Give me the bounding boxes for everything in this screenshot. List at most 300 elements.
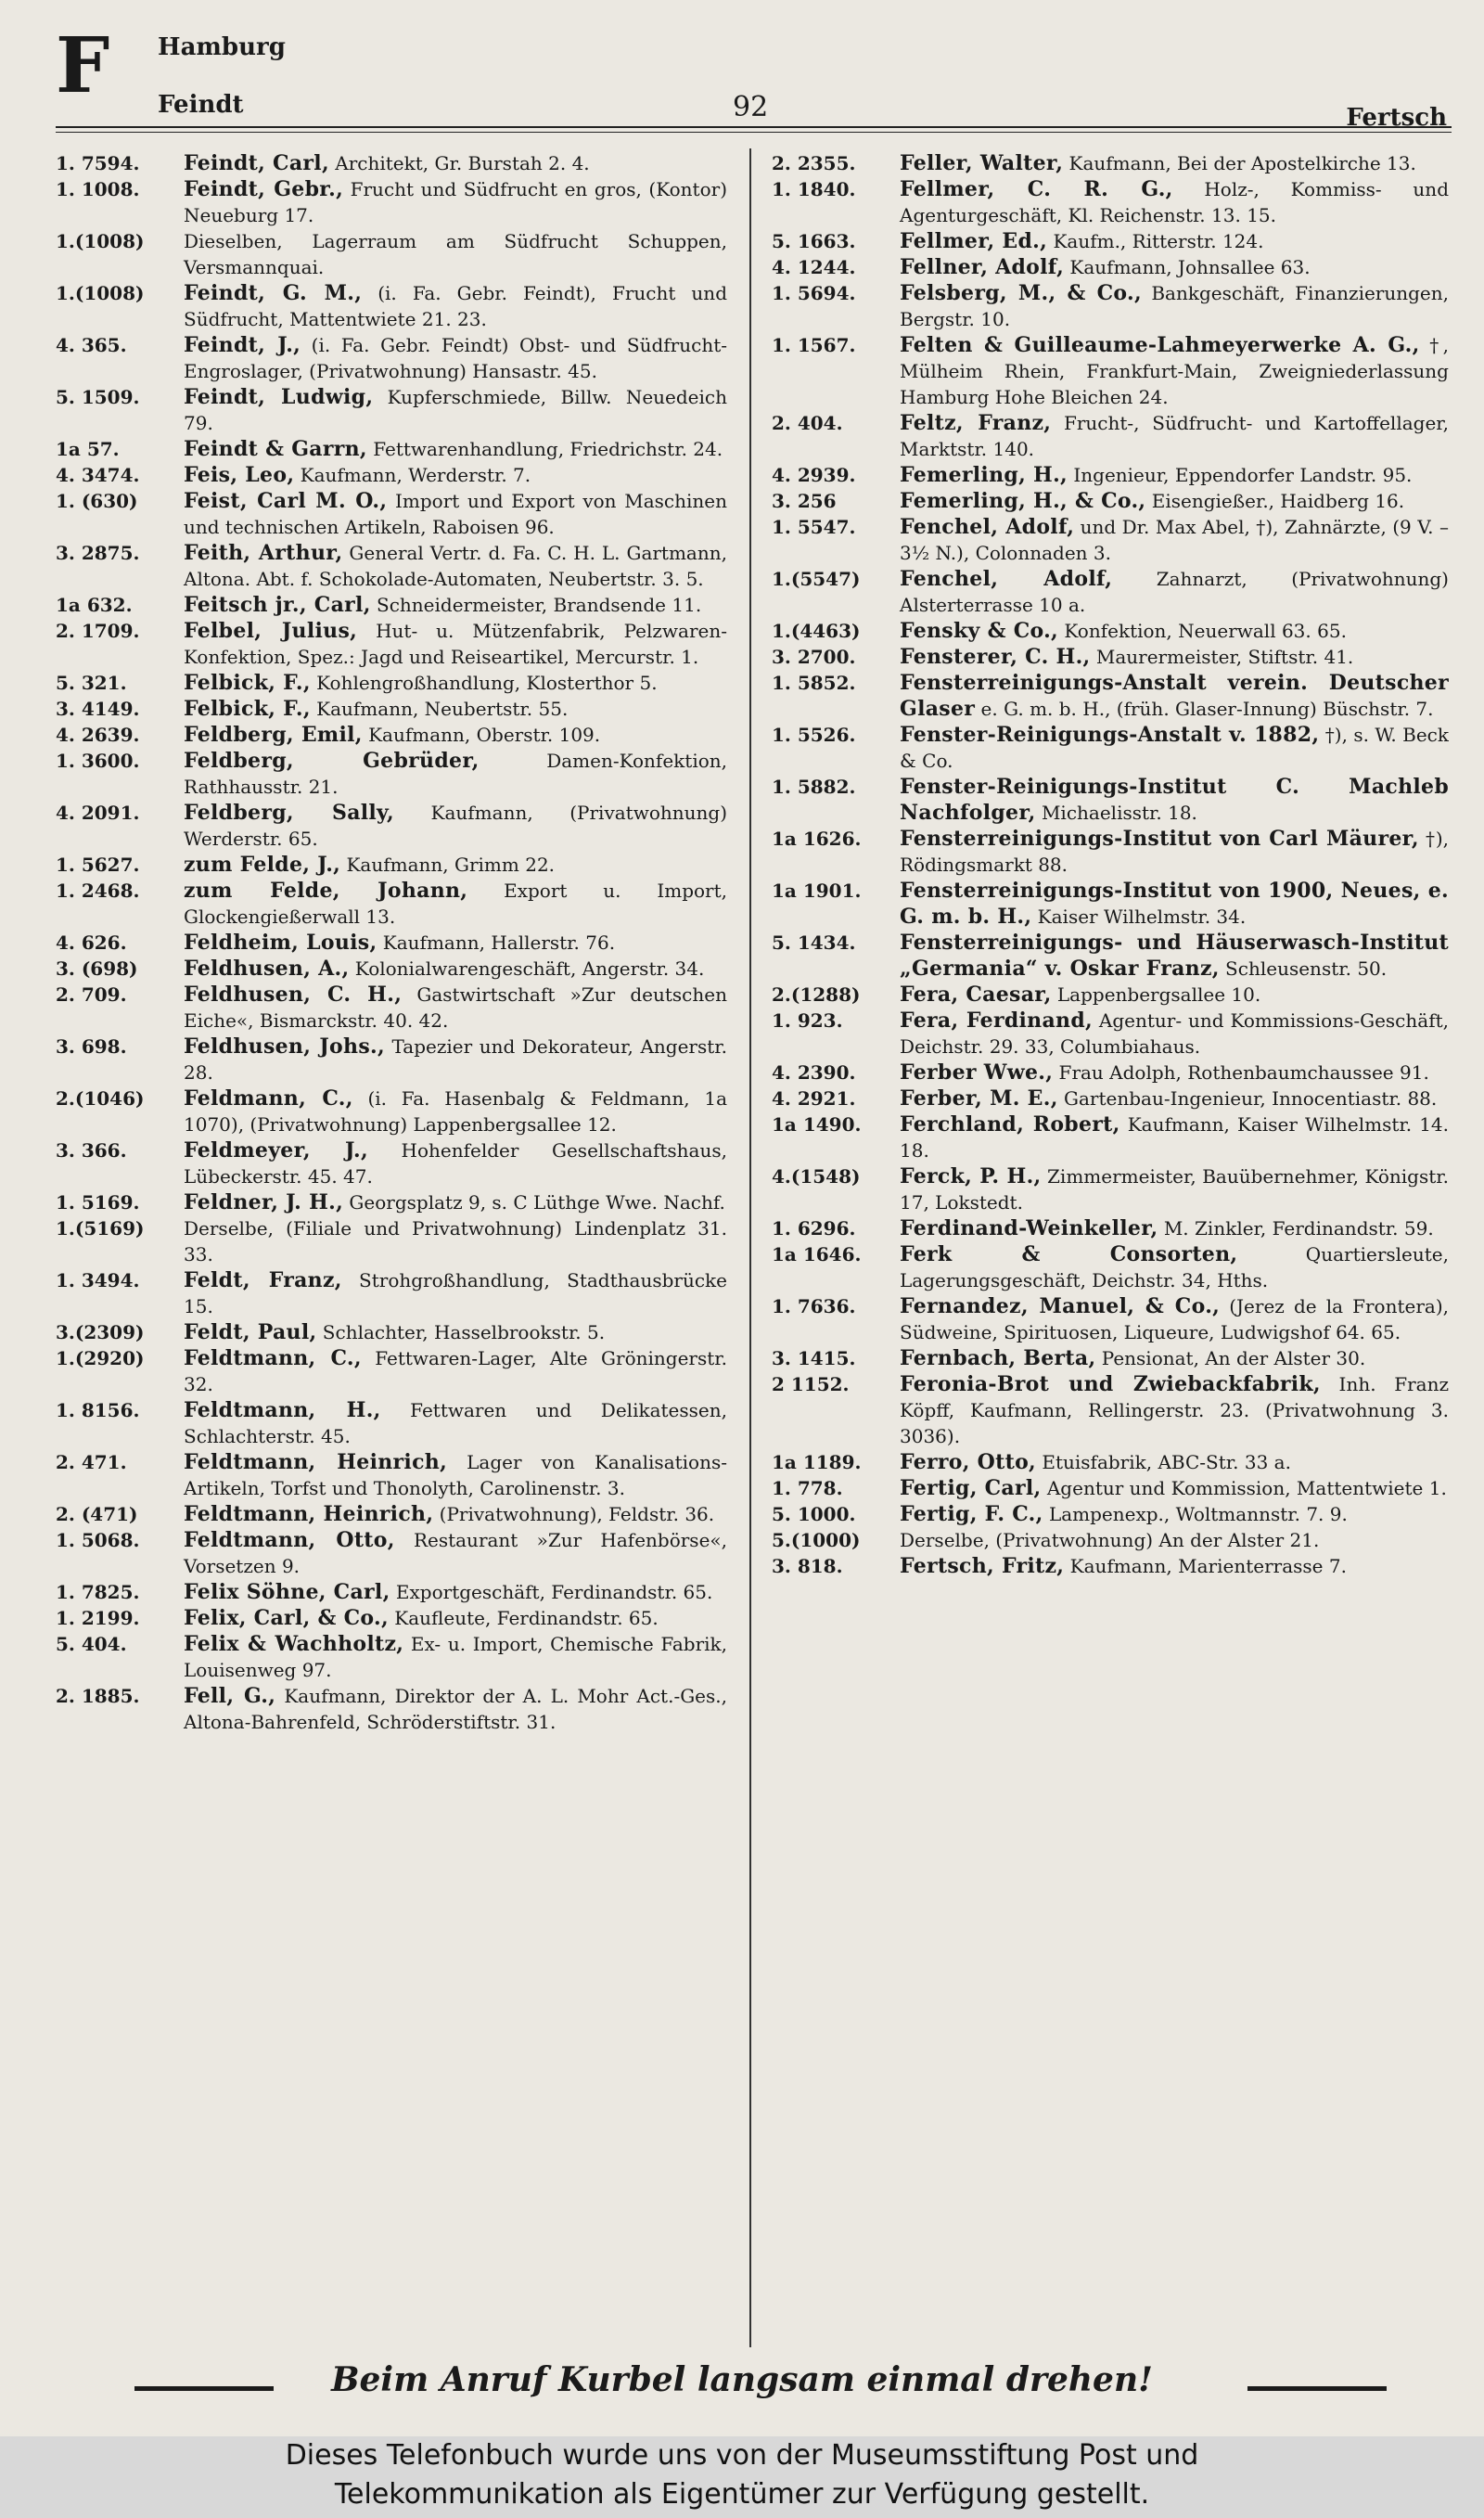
entry-name: Fertig, F. C.,: [900, 1502, 1043, 1526]
directory-entry: [56, 670, 727, 696]
entry-text: [184, 800, 727, 852]
directory-entry: [772, 1086, 1449, 1111]
phone-number: 1. 5852.: [772, 672, 856, 694]
entry-name: Ferro, Otto,: [900, 1450, 1037, 1474]
entry-text: [184, 1527, 727, 1579]
directory-entry: [56, 1579, 727, 1605]
entry-name: Fensterer, C. H.,: [900, 645, 1091, 669]
entry-name: Feldmeyer, J.,: [184, 1138, 368, 1163]
entry-text: [184, 176, 727, 228]
entry-name: Feller, Walter,: [900, 151, 1064, 175]
page-number: 92: [733, 91, 769, 123]
entry-name: Fernandez, Manuel, & Co.,: [900, 1294, 1221, 1318]
phone-number: 1. 7825.: [56, 1581, 140, 1603]
entry-details: Kaufmann, Oberstr. 109.: [362, 724, 601, 746]
entry-details: †), s. W. Beck & Co.: [900, 724, 1449, 772]
entry-name: Feldberg, Sally,: [184, 801, 394, 825]
phone-number: 3. 2700.: [772, 646, 856, 668]
right-column: [772, 150, 1449, 2340]
entry-text: [184, 670, 727, 696]
phone-number: 4. 2639.: [56, 724, 140, 746]
entry-details: Ex- u. Import, Chemische Fabrik, Louisenweg 97.: [184, 1633, 727, 1681]
entry-details: Schlachter, Hasselbrookstr. 5.: [316, 1321, 606, 1343]
entry-text: [184, 852, 727, 878]
phone-number: 1. 5068.: [56, 1529, 140, 1551]
entry-text: [900, 1449, 1449, 1475]
phone-number: 5.(1000): [772, 1529, 861, 1551]
entry-details: e. G. m. b. H., (früh. Glaser-Innung) Büschstr. 7.: [975, 698, 1434, 720]
entry-name: Feindt, Ludwig,: [184, 385, 374, 409]
entry-text: [900, 1163, 1449, 1215]
entry-details: Kaufm., Ritterstr. 124.: [1047, 230, 1264, 252]
entry-details: Fettwaren und Delikatessen, Schlachterstr. 45.: [184, 1399, 727, 1447]
directory-entry: [56, 878, 727, 930]
directory-entry: [772, 332, 1449, 410]
phone-number: 5. 1434.: [772, 931, 856, 954]
footer-line-2: Telekommunikation als Eigentümer zur Verfügung gestellt.: [334, 2478, 1150, 2511]
phone-number: 1. 5882.: [772, 776, 856, 798]
entry-details: Hohenfelder Gesellschaftshaus, Lübeckerstr. 45. 47.: [184, 1139, 727, 1188]
directory-entry: [56, 228, 727, 280]
entry-details: Kaufmann, Marienterrasse 7.: [1064, 1555, 1347, 1577]
directory-entry: [772, 488, 1449, 514]
directory-entry: [56, 176, 727, 228]
entry-name: Fensterreinigungs-Institut von Carl Mäurer,: [900, 827, 1419, 851]
directory-entry: [772, 826, 1449, 878]
entry-text: [900, 462, 1449, 488]
entry-text: [184, 436, 727, 462]
entry-text: [184, 696, 727, 722]
directory-entry: [56, 1189, 727, 1215]
directory-entry: [56, 1345, 727, 1397]
entry-name: Feltz, Franz,: [900, 411, 1052, 435]
entry-text: [184, 878, 727, 930]
phone-number: 2. 404.: [772, 412, 843, 434]
entry-name: Fensterreinigungs- und Häuserwasch-Institut „Germania“ v. Oskar Franz,: [900, 931, 1449, 981]
entry-details: Eisengießer., Haidberg 16.: [1145, 490, 1405, 512]
directory-entry: [772, 228, 1449, 254]
entry-name: Fernbach, Berta,: [900, 1346, 1096, 1370]
entry-name: Felix, Carl, & Co.,: [184, 1606, 389, 1630]
entry-details: M. Zinkler, Ferdinandstr. 59.: [1158, 1217, 1434, 1240]
phone-number: 5. 404.: [56, 1633, 127, 1655]
phone-number: 2. 1709.: [56, 620, 140, 642]
entry-details: Derselbe, (Privatwohnung) An der Alster 21.: [900, 1529, 1320, 1551]
entry-name: Felsberg, M., & Co.,: [900, 281, 1142, 305]
entry-name: Feldner, J. H.,: [184, 1190, 344, 1214]
notice-rule-right: [1247, 2386, 1387, 2391]
entry-text: [900, 1008, 1449, 1060]
entry-text: [900, 618, 1449, 644]
entry-text: [184, 462, 727, 488]
phone-number: 4. 2091.: [56, 802, 140, 824]
entry-details: Bankgeschäft, Finanzierungen, Bergstr. 10.: [900, 282, 1449, 330]
directory-entry: [772, 150, 1449, 176]
entry-text: [900, 774, 1449, 826]
directory-entry: [772, 1501, 1449, 1527]
entry-text: [184, 1267, 727, 1319]
entry-name: Fera, Ferdinand,: [900, 1008, 1093, 1033]
entry-details: Kaufmann, Johnsallee 63.: [1064, 256, 1311, 278]
entry-name: Feldhusen, Johs.,: [184, 1034, 385, 1059]
header-rule-thin: [56, 132, 1452, 133]
directory-entry: [772, 1553, 1449, 1579]
directory-entry: [772, 1345, 1449, 1371]
entry-name: Fensky & Co.,: [900, 619, 1059, 643]
entry-details: Architekt, Gr. Burstah 2. 4.: [328, 152, 590, 174]
entry-details: Maurermeister, Stiftstr. 41.: [1090, 646, 1354, 668]
entry-name: Feldtmann, Heinrich,: [184, 1502, 434, 1526]
entry-name: Felten & Guilleaume-Lahmeyerwerke A. G.,: [900, 333, 1420, 357]
directory-entry: [772, 1449, 1449, 1475]
entry-name: Feldmann, C.,: [184, 1086, 353, 1111]
entry-name: Feldtmann, Heinrich,: [184, 1450, 448, 1474]
directory-entry: [56, 1683, 727, 1735]
entry-details: Import und Export von Maschinen und technischen Artikeln, Raboisen 96.: [184, 490, 727, 538]
directory-entry: [56, 1397, 727, 1449]
directory-entry: [772, 1111, 1449, 1163]
entry-name: Fenchel, Adolf,: [900, 515, 1075, 539]
right-catchword: Fertsch: [1346, 104, 1447, 132]
entry-details: Konfektion, Neuerwall 63. 65.: [1058, 620, 1347, 642]
entry-name: Felbick, F.,: [184, 697, 311, 721]
phone-number: 1a 1646.: [772, 1243, 862, 1265]
phone-number: 1.(5547): [772, 568, 861, 590]
entry-name: Feldhusen, C. H.,: [184, 983, 403, 1007]
entry-text: [184, 280, 727, 332]
directory-entry: [56, 852, 727, 878]
entry-text: [184, 1345, 727, 1397]
entry-details: Zahnarzt, (Privatwohnung) Alsterterrasse 10 a.: [900, 568, 1449, 616]
entry-details: Kupferschmiede, Billw. Neuedeich 79.: [184, 386, 727, 434]
phone-number: 5. 1663.: [772, 230, 856, 252]
entry-details: Lampenexp., Woltmannstr. 7. 9.: [1043, 1503, 1348, 1525]
directory-entry: [56, 800, 727, 852]
directory-entry: [56, 150, 727, 176]
entry-details: Frau Adolph, Rothenbaumchaussee 91.: [1053, 1061, 1429, 1084]
entry-text: [184, 1397, 727, 1449]
entry-text: [900, 1215, 1449, 1241]
directory-entry: [56, 1527, 727, 1579]
entry-text: [900, 1475, 1449, 1501]
phone-number: 3. (698): [56, 957, 138, 980]
entry-details: Lappenbergsallee 10.: [1051, 983, 1261, 1006]
directory-entry: [772, 1060, 1449, 1086]
directory-entry: [772, 1475, 1449, 1501]
phone-number: 5. 1509.: [56, 386, 140, 408]
entry-text: [184, 618, 727, 670]
entry-name: Feindt & Garrn,: [184, 437, 367, 461]
entry-details: Dieselben, Lagerraum am Südfrucht Schuppen, Versmannquai.: [184, 230, 727, 278]
phone-number: 4.(1548): [772, 1165, 861, 1188]
entry-text: [184, 748, 727, 800]
entry-name: Feldtmann, C.,: [184, 1346, 362, 1370]
entry-text: [900, 566, 1449, 618]
directory-entry: [56, 1267, 727, 1319]
phone-number: 1. 1840.: [772, 178, 856, 200]
directory-entry: [56, 1319, 727, 1345]
directory-entry: [56, 618, 727, 670]
directory-entry: [772, 644, 1449, 670]
entry-name: Fertsch, Fritz,: [900, 1554, 1065, 1578]
entry-details: Hut- u. Mützenfabrik, Pelzwaren-Konfektion, Spez.: Jagd und Reiseartikel, Mercurstr. 1.: [184, 620, 727, 668]
phone-number: 2. 471.: [56, 1451, 127, 1473]
entry-text: [184, 930, 727, 956]
phone-number: 5. 321.: [56, 672, 127, 694]
phone-number: 4. 2390.: [772, 1061, 856, 1084]
phone-number: 2 1152.: [772, 1373, 850, 1395]
entry-name: Femerling, H.,: [900, 463, 1068, 487]
entry-details: Kaufmann, Direktor der A. L. Mohr Act.-Ges., Altona-Bahrenfeld, Schröderstiftstr. 31.: [184, 1685, 727, 1733]
phone-number: 3. 818.: [772, 1555, 843, 1577]
phone-number: 1. 2199.: [56, 1607, 140, 1629]
entry-details: General Vertr. d. Fa. C. H. L. Gartmann, Altona. Abt. f. Schokolade-Automaten, Neubertstr. 3. 5.: [184, 542, 727, 590]
phone-number: 1. 7594.: [56, 152, 140, 174]
directory-entry: [772, 618, 1449, 644]
directory-entry: [772, 566, 1449, 618]
entry-details: Pensionat, An der Alster 30.: [1095, 1347, 1366, 1369]
entry-name: Ferdinand-Weinkeller,: [900, 1216, 1158, 1240]
entry-text: [900, 1371, 1449, 1449]
entry-text: [900, 722, 1449, 774]
directory-entry: [56, 1034, 727, 1086]
phone-number: 2. 1885.: [56, 1685, 140, 1707]
phone-number: 4. 1244.: [772, 256, 856, 278]
entry-details: Michaelisstr. 18.: [1035, 802, 1197, 824]
entry-details: Fettwarenhandlung, Friedrichstr. 24.: [366, 438, 723, 460]
directory-entry: [772, 930, 1449, 982]
phone-number: 1. 7636.: [772, 1295, 856, 1317]
directory-entry: [56, 384, 727, 436]
left-catchword: Feindt: [158, 91, 244, 119]
entry-name: Fera, Caesar,: [900, 983, 1052, 1007]
archive-footer: [0, 2436, 1484, 2518]
entry-name: Feldtmann, H.,: [184, 1398, 381, 1422]
bottom-notice: Beim Anruf Kurbel langsam einmal drehen!: [331, 2360, 1153, 2399]
entry-text: [900, 176, 1449, 228]
phone-number: 1.(2920): [56, 1347, 145, 1369]
phone-number: 3. 1415.: [772, 1347, 856, 1369]
directory-entry: [56, 1086, 727, 1137]
phone-number: 1.(4463): [772, 620, 861, 642]
entry-name: Fensterreinigungs-Anstalt verein. Deutscher Glaser: [900, 671, 1449, 721]
phone-number: 3. 2875.: [56, 542, 140, 564]
entry-text: [900, 878, 1449, 930]
entry-details: Holz-, Kommiss- und Agenturgeschäft, Kl. Reichenstr. 13. 15.: [900, 178, 1449, 226]
phone-number: 1. 1008.: [56, 178, 140, 200]
phone-number: 1. 5169.: [56, 1191, 140, 1214]
directory-entry: [772, 774, 1449, 826]
entry-text: [900, 254, 1449, 280]
entry-name: Ferber, M. E.,: [900, 1086, 1058, 1111]
entry-name: Ferck, P. H.,: [900, 1164, 1042, 1188]
entry-name: zum Felde, Johann,: [184, 879, 468, 903]
directory-entry: [56, 748, 727, 800]
city-heading: Hamburg: [158, 33, 286, 61]
phone-number: 1. 3494.: [56, 1269, 140, 1291]
entry-text: [900, 670, 1449, 722]
entry-details: Kaufmann, (Privatwohnung) Werderstr. 65.: [184, 802, 727, 850]
entry-name: Feldberg, Gebrüder,: [184, 749, 480, 773]
entry-name: Ferk & Consorten,: [900, 1242, 1238, 1266]
entry-details: (i. Fa. Gebr. Feindt) Obst- und Südfrucht-Engroslager, (Privatwohnung) Hansastr. 45.: [184, 334, 727, 382]
phone-number: 5. 1000.: [772, 1503, 856, 1525]
entry-name: Fellmer, Ed.,: [900, 229, 1048, 253]
directory-entry: [56, 1449, 727, 1501]
phone-number: 4. 3474.: [56, 464, 140, 486]
phone-number: 1. 6296.: [772, 1217, 856, 1240]
phone-number: 1.(1008): [56, 230, 145, 252]
entry-details: Tapezier und Dekorateur, Angerstr. 28.: [184, 1035, 727, 1084]
entry-name: Feldberg, Emil,: [184, 723, 363, 747]
directory-entry: [772, 1241, 1449, 1293]
entry-text: [184, 1215, 727, 1267]
entry-text: [184, 722, 727, 748]
entry-text: [184, 982, 727, 1034]
directory-entry: [56, 982, 727, 1034]
entry-name: Feindt, Carl,: [184, 151, 329, 175]
entry-details: Export u. Import, Glockengießerwall 13.: [184, 880, 727, 928]
entry-name: Felbick, F.,: [184, 671, 311, 695]
entry-details: Strohgroßhandlung, Stadthausbrücke 15.: [184, 1269, 727, 1317]
entry-name: Feindt, J.,: [184, 333, 301, 357]
phone-number: 1a 57.: [56, 438, 120, 460]
phone-number: 1. 3600.: [56, 750, 140, 772]
directory-entry: [56, 436, 727, 462]
entry-name: Felix Söhne, Carl,: [184, 1580, 390, 1604]
phone-number: 1. 8156.: [56, 1399, 140, 1421]
directory-entry: [772, 280, 1449, 332]
entry-details: Agentur- und Kommissions-Geschäft, Deichstr. 29. 33, Columbiahaus.: [900, 1009, 1449, 1058]
phone-number: 1. 5526.: [772, 724, 856, 746]
entry-name: Fenchel, Adolf,: [900, 567, 1113, 591]
directory-entry: [772, 1293, 1449, 1345]
entry-name: Fenster-Reinigungs-Anstalt v. 1882,: [900, 723, 1320, 747]
entry-text: [900, 1553, 1449, 1579]
directory-entry: [772, 514, 1449, 566]
phone-number: 1. 5547.: [772, 516, 856, 538]
directory-entry: [772, 1215, 1449, 1241]
entry-details: Kaufleute, Ferdinandstr. 65.: [388, 1607, 659, 1629]
entry-details: Kaufmann, Kaiser Wilhelmstr. 14. 18.: [900, 1113, 1449, 1162]
entry-name: Feist, Carl M. O.,: [184, 489, 388, 513]
entry-details: Frucht und Südfrucht en gros, (Kontor) Neueburg 17.: [184, 178, 727, 226]
column-divider: [749, 148, 751, 2347]
entry-text: [184, 1631, 727, 1683]
entry-details: Schleusenstr. 50.: [1219, 957, 1388, 980]
entry-name: Feronia-Brot und Zwiebackfabrik,: [900, 1372, 1321, 1396]
entry-text: [184, 540, 727, 592]
entry-name: Feldhusen, A.,: [184, 957, 350, 981]
phone-number: 4. 626.: [56, 931, 127, 954]
phone-number: 1. (630): [56, 490, 138, 512]
entry-details: †, Mülheim Rhein, Frankfurt-Main, Zweigniederlassung Hamburg Hohe Bleichen 24.: [900, 334, 1449, 408]
directory-entry: [56, 1215, 727, 1267]
directory-entry: [56, 930, 727, 956]
entry-details: Kaufmann, Neubertstr. 55.: [310, 698, 569, 720]
entry-text: [900, 644, 1449, 670]
entry-name: Ferber Wwe.,: [900, 1060, 1054, 1085]
phone-number: 1a 632.: [56, 594, 133, 616]
entry-details: und Dr. Max Abel, †), Zahnärzte, (9 V. – 3½ N.), Colonnaden 3.: [900, 516, 1449, 564]
entry-text: [184, 1501, 727, 1527]
entry-text: [184, 384, 727, 436]
directory-entry: [56, 332, 727, 384]
phone-number: 2. 709.: [56, 983, 127, 1006]
entry-name: Feldheim, Louis,: [184, 931, 377, 955]
entry-details: (i. Fa. Gebr. Feindt), Frucht und Südfrucht, Mattentwiete 21. 23.: [184, 282, 727, 330]
phone-number: 1. 5627.: [56, 854, 140, 876]
entry-details: Schneidermeister, Brandsende 11.: [370, 594, 702, 616]
directory-entry: [772, 722, 1449, 774]
entry-details: Kaufmann, Werderstr. 7.: [294, 464, 531, 486]
directory-entry: [56, 722, 727, 748]
directory-entry: [56, 1137, 727, 1189]
directory-entry: [772, 176, 1449, 228]
phone-number: 1a 1490.: [772, 1113, 862, 1136]
phone-number: 1.(1008): [56, 282, 145, 304]
entry-name: Fensterreinigungs-Institut von 1900, Neues, e. G. m. b. H.,: [900, 879, 1449, 929]
entry-name: Feldt, Paul,: [184, 1320, 317, 1344]
directory-entry: [56, 280, 727, 332]
entry-text: [184, 228, 727, 280]
entry-name: Feith, Arthur,: [184, 541, 343, 565]
entry-text: [184, 956, 727, 982]
entry-details: Kolonialwarengeschäft, Angerstr. 34.: [349, 957, 705, 980]
entry-text: [900, 982, 1449, 1008]
phone-number: 3. 698.: [56, 1035, 127, 1058]
directory-entry: [772, 462, 1449, 488]
entry-name: Feindt, G. M.,: [184, 281, 363, 305]
directory-entry: [56, 956, 727, 982]
phone-number: 1. 778.: [772, 1477, 843, 1499]
entry-text: [900, 1293, 1449, 1345]
phone-number: 2.(1288): [772, 983, 861, 1006]
entry-text: [184, 1319, 727, 1345]
entry-name: Fertig, Carl,: [900, 1476, 1042, 1500]
entry-text: [184, 1579, 727, 1605]
directory-entry: [56, 488, 727, 540]
phone-number: 1. 923.: [772, 1009, 843, 1032]
directory-entry: [56, 1605, 727, 1631]
entry-text: [900, 1060, 1449, 1086]
directory-entry: [772, 1527, 1449, 1553]
entry-text: [900, 1111, 1449, 1163]
entry-text: [184, 1034, 727, 1086]
directory-entry: [56, 1501, 727, 1527]
entry-details: (i. Fa. Hasenbalg & Feldmann, 1a 1070), (Privatwohnung) Lappenbergsallee 12.: [184, 1087, 727, 1136]
entry-details: (Privatwohnung), Feldstr. 36.: [433, 1503, 715, 1525]
header-rule: [56, 126, 1452, 128]
entry-details: Frucht-, Südfrucht- und Kartoffellager, Marktstr. 140.: [900, 412, 1449, 460]
entry-name: Femerling, H., & Co.,: [900, 489, 1146, 513]
entry-text: [900, 1086, 1449, 1111]
directory-entry: [56, 540, 727, 592]
entry-details: Exportgeschäft, Ferdinandstr. 65.: [390, 1581, 713, 1603]
directory-entry: [772, 1163, 1449, 1215]
entry-name: Ferchland, Robert,: [900, 1112, 1120, 1137]
entry-text: [900, 1527, 1449, 1553]
entry-name: Fellmer, C. R. G.,: [900, 177, 1173, 201]
entry-text: [900, 410, 1449, 462]
entry-text: [900, 1241, 1449, 1293]
entry-text: [900, 332, 1449, 410]
entry-details: (Jerez de la Frontera), Südweine, Spirituosen, Liqueure, Ludwigshof 64. 65.: [900, 1295, 1449, 1343]
entry-details: Kaiser Wilhelmstr. 34.: [1031, 906, 1247, 928]
section-letter: F: [56, 21, 110, 110]
phone-number: 2. 2355.: [772, 152, 856, 174]
entry-name: Feis, Leo,: [184, 463, 295, 487]
